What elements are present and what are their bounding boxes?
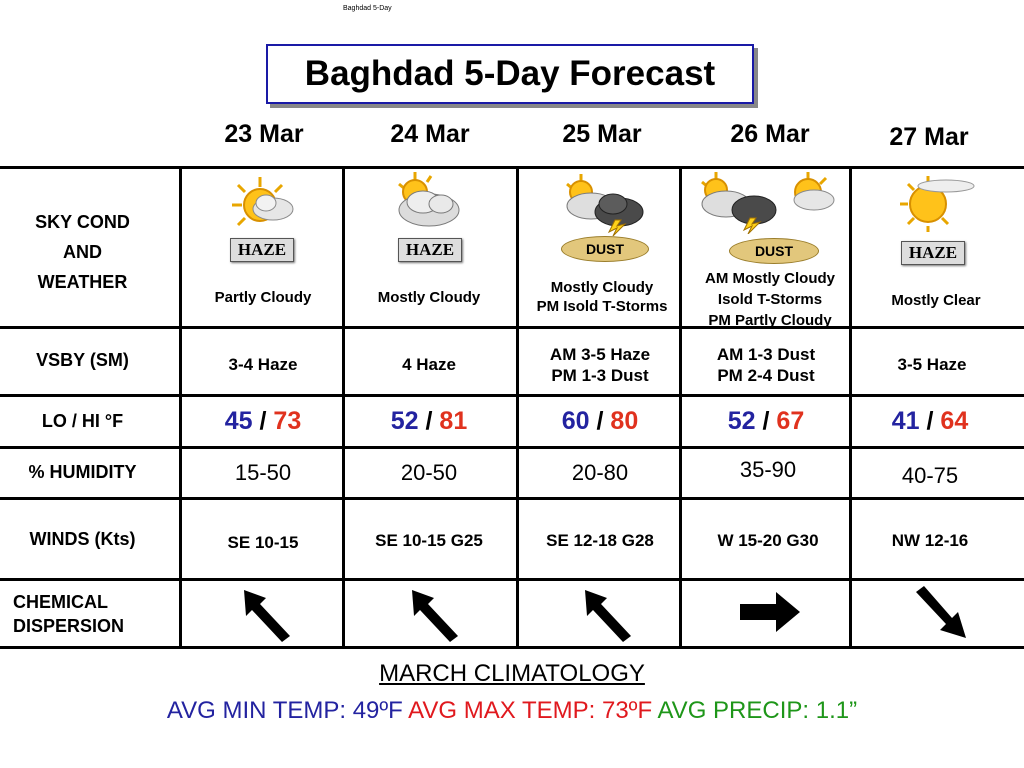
day-header-2: 24 Mar bbox=[390, 120, 470, 148]
weather-text-5: Mostly Clear bbox=[891, 292, 981, 309]
vsby-cell-4: AM 1-3 Dust PM 2-4 Dust bbox=[716, 345, 816, 385]
row-label-temp: LO / HI °F bbox=[41, 411, 124, 431]
row-label-winds: WINDS (Kts) bbox=[29, 529, 136, 549]
page-title: Baghdad 5-Day Forecast bbox=[266, 44, 754, 104]
weather-text-2: Mostly Cloudy bbox=[377, 289, 481, 306]
humidity-cell-5: 40-75 bbox=[901, 463, 959, 488]
vsby-cell-5: 3-5 Haze bbox=[897, 355, 967, 374]
hi-temp: 80 bbox=[610, 407, 639, 435]
haze-badge: HAZE bbox=[901, 241, 965, 265]
weather-text-4: AM Mostly Cloudy Isold T-Storms PM Partly Cloudy bbox=[705, 270, 835, 329]
winds-cell-3: SE 12-18 G28 bbox=[546, 531, 654, 550]
winds-cell-5: NW 12-16 bbox=[891, 531, 969, 550]
temp-cell-1: 45 / 73 bbox=[224, 407, 302, 435]
vsby-cell-1: 3-4 Haze bbox=[228, 355, 298, 374]
lo-temp: 45 bbox=[224, 407, 253, 435]
lo-temp: 52 bbox=[727, 407, 756, 435]
avg-max-temp: AVG MAX TEMP: 73ºF bbox=[408, 697, 653, 724]
dust-badge: DUST bbox=[561, 236, 649, 262]
row-label-humidity: % HUMIDITY bbox=[28, 462, 137, 482]
arrow-east-icon bbox=[738, 590, 802, 634]
table-bottom-border bbox=[0, 646, 1024, 649]
lo-temp: 41 bbox=[891, 407, 920, 435]
day-header-5: 27 Mar bbox=[889, 123, 969, 151]
thunderstorm-cloud-icon bbox=[563, 172, 645, 236]
climatology-summary bbox=[0, 697, 1024, 725]
row-divider bbox=[0, 446, 1024, 449]
temp-cell-3: 60 / 80 bbox=[561, 407, 639, 435]
lo-temp: 60 bbox=[561, 407, 590, 435]
winds-cell-2: SE 10-15 G25 bbox=[375, 531, 483, 550]
humidity-cell-1: 15-50 bbox=[234, 460, 292, 485]
arrow-northwest-icon bbox=[573, 586, 637, 642]
row-divider bbox=[0, 497, 1024, 500]
hi-temp: 81 bbox=[439, 407, 468, 435]
row-divider bbox=[0, 578, 1024, 581]
row-label-vsby: VSBY (SM) bbox=[36, 350, 129, 370]
arrow-southeast-icon bbox=[912, 584, 972, 642]
day-header-4: 26 Mar bbox=[730, 120, 810, 148]
header-note: Baghdad 5-Day bbox=[343, 5, 392, 12]
hi-temp: 67 bbox=[776, 407, 805, 435]
hi-temp: 64 bbox=[940, 407, 969, 435]
mostly-cloudy-icon bbox=[395, 170, 465, 232]
winds-cell-1: SE 10-15 bbox=[227, 533, 299, 552]
arrow-northwest-icon bbox=[400, 586, 464, 642]
row-divider bbox=[0, 326, 1024, 329]
mostly-clear-sun-icon bbox=[894, 170, 984, 236]
haze-badge: HAZE bbox=[230, 238, 294, 262]
partly-cloudy-sun-icon bbox=[228, 175, 298, 235]
table-top-border bbox=[0, 166, 1024, 169]
lo-temp: 52 bbox=[390, 407, 419, 435]
humidity-cell-2: 20-50 bbox=[400, 460, 458, 485]
row-divider bbox=[0, 394, 1024, 397]
dust-badge: DUST bbox=[729, 238, 819, 264]
temp-cell-2: 52 / 81 bbox=[390, 407, 468, 435]
humidity-cell-3: 20-80 bbox=[571, 460, 629, 485]
avg-precip: AVG PRECIP: 1.1” bbox=[657, 697, 858, 724]
vsby-cell-3: AM 3-5 Haze PM 1-3 Dust bbox=[549, 345, 651, 385]
day-header-3: 25 Mar bbox=[562, 120, 642, 148]
avg-min-temp: AVG MIN TEMP: 49ºF bbox=[166, 697, 403, 724]
hi-temp: 73 bbox=[273, 407, 302, 435]
winds-cell-4: W 15-20 G30 bbox=[717, 531, 819, 550]
day-header-1: 23 Mar bbox=[224, 120, 304, 148]
vsby-cell-2: 4 Haze bbox=[402, 355, 456, 374]
temp-cell-4: 52 / 67 bbox=[727, 407, 805, 435]
haze-badge: HAZE bbox=[398, 238, 462, 262]
row-label-dispersion: CHEMICAL DISPERSION bbox=[13, 592, 125, 636]
temp-cell-5: 41 / 64 bbox=[891, 407, 969, 435]
weather-text-3: Mostly Cloudy PM Isold T-Storms bbox=[536, 279, 668, 315]
row-label-sky: SKY COND AND WEATHER bbox=[35, 212, 130, 292]
storm-and-partly-cloudy-icon bbox=[700, 170, 840, 234]
arrow-northwest-icon bbox=[232, 586, 296, 642]
humidity-cell-4: 35-90 bbox=[739, 457, 797, 482]
weather-text-1: Partly Cloudy bbox=[214, 289, 312, 306]
climatology-title: MARCH CLIMATOLOGY bbox=[379, 660, 645, 687]
